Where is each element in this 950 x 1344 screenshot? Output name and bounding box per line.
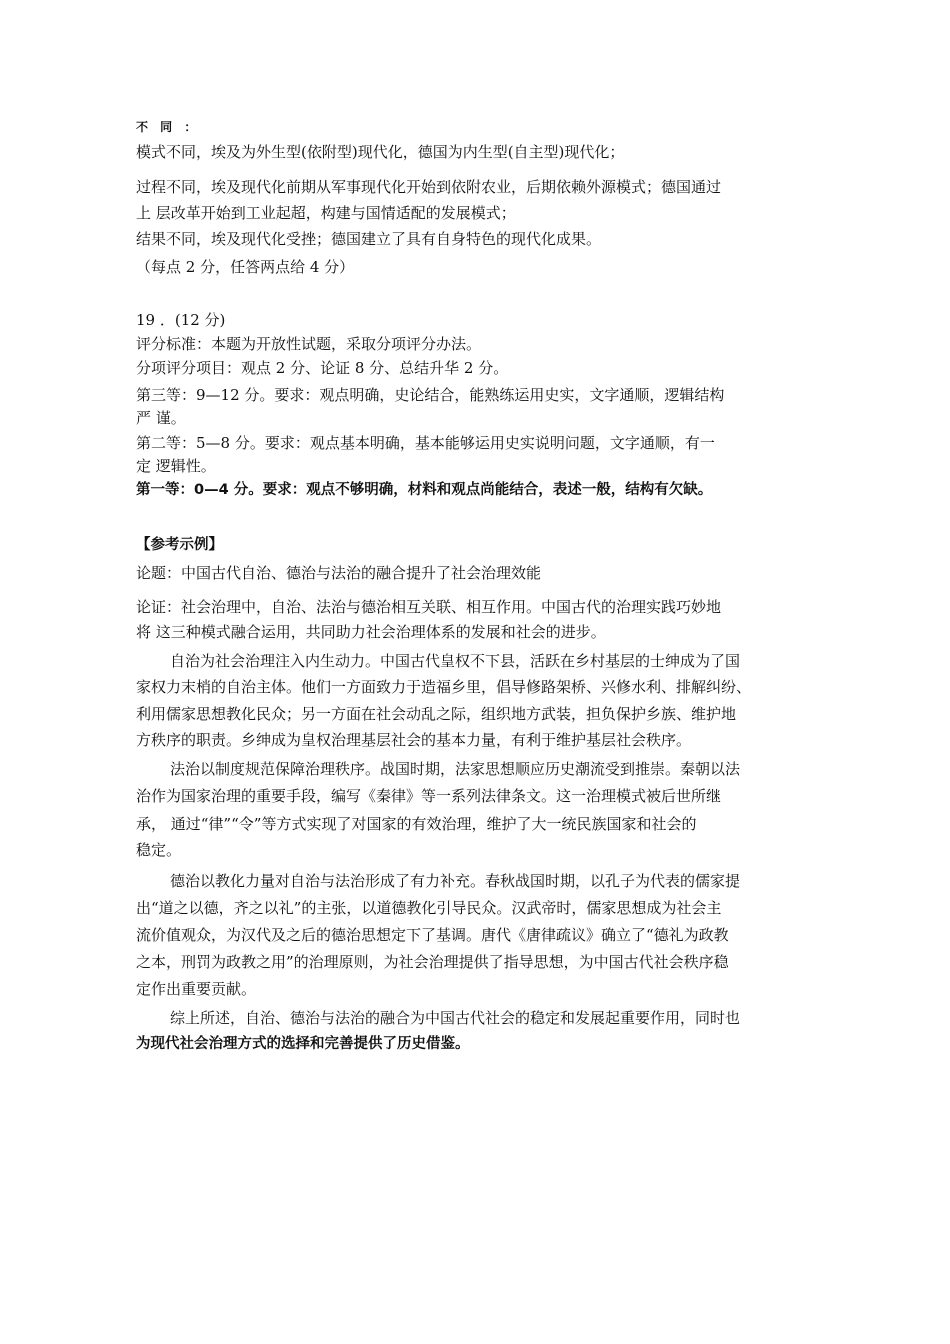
paragraph-line: 家权力末梢的自治主体。他们一方面致力于造福乡里，倡导修路架桥、兴修水利、排解纠纷、 xyxy=(136,678,752,696)
paragraph-line: 自治为社会治理注入内生动力。中国古代皇权不下县，活跃在乡村基层的士绅成为了国 xyxy=(170,652,741,670)
paragraph-line: 出“道之以德，齐之以礼”的主张，以道德教化引导民众。汉武帝时，儒家思想成为社会主 xyxy=(136,899,722,917)
text-line: 分项评分项目：观点 2 分、论证 8 分、总结升华 2 分。 xyxy=(136,359,509,377)
text-line: 定 逻辑性。 xyxy=(136,457,216,475)
paragraph-line: 之本，刑罚为政教之用”的治理原则，为社会治理提供了指导思想，为中国古代社会秩序稳 xyxy=(136,953,729,971)
paragraph-line: 治作为国家治理的重要手段，编写《秦律》等一系列法律条文。这一治理模式被后世所继 xyxy=(136,787,722,805)
paragraph-line: 德治以教化力量对自治与法治形成了有力补充。春秋战国时期，以孔子为代表的儒家提 xyxy=(170,872,741,890)
paragraph-line: 定作出重要贡献。 xyxy=(136,980,257,998)
conclusion-bold-line: 为现代社会治理方式的选择和完善提供了历史借鉴。 xyxy=(136,1036,470,1052)
paragraph-line: 承， 通过“律”“令”等方式实现了对国家的有效治理，维护了大一统民族国家和社会的 xyxy=(136,815,697,833)
argument-line: 将 这三种模式融合运用，共同助力社会治理体系的发展和社会的进步。 xyxy=(136,623,606,641)
argument-line: 论证：社会治理中，自治、法治与德治相互关联、相互作用。中国古代的治理实践巧妙地 xyxy=(136,598,722,616)
paragraph-line: 方秩序的职责。乡绅成为皇权治理基层社会的基本力量，有利于维护基层社会秩序。 xyxy=(136,731,692,749)
paragraph-line: 稳定。 xyxy=(136,841,182,859)
text-line: 评分标准：本题为开放性试题，采取分项评分办法。 xyxy=(136,335,482,353)
text-line: 模式不同，埃及为外生型(依附型)现代化，德国为内生型(自主型)现代化； xyxy=(136,143,625,161)
text-line: 第二等：5—8 分。要求：观点基本明确，基本能够运用史实说明问题，文字通顺，有一 xyxy=(136,434,715,452)
text-line: 第三等：9—12 分。要求：观点明确，史论结合，能熟练运用史实，文字通顺，逻辑结构 xyxy=(136,386,725,404)
text-line: 上 层改革开始到工业起超，构建与国情适配的发展模式； xyxy=(136,204,516,222)
topic-line: 论题：中国古代自治、德治与法治的融合提升了社会治理效能 xyxy=(136,564,542,582)
text-line: 严 谨。 xyxy=(136,409,186,427)
section-heading-difference: 不 同 ： xyxy=(136,120,201,134)
question-title: 19 ．(12 分) xyxy=(136,311,226,329)
score-note: （每点 2 分，任答两点给 4 分） xyxy=(136,258,355,276)
paragraph-line: 利用儒家思想教化民众；另一方面在社会动乱之际，组织地方武装，担负保护乡族、维护地 xyxy=(136,705,737,723)
reference-example-heading: 【参考示例】 xyxy=(136,537,223,553)
text-line: 过程不同，埃及现代化前期从军事现代化开始到依附农业，后期依赖外源模式；德国通过 xyxy=(136,178,722,196)
paragraph-line: 流价值观众，为汉代及之后的德治思想定下了基调。唐代《唐律疏议》确立了“德礼为政教 xyxy=(136,926,729,944)
paragraph-line: 法治以制度规范保障治理秩序。战国时期，法家思想顺应历史潮流受到推崇。秦朝以法 xyxy=(170,760,741,778)
text-line: 结果不同，埃及现代化受挫；德国建立了具有自身特色的现代化成果。 xyxy=(136,230,602,248)
conclusion-line: 综上所述，自治、德治与法治的融合为中国古代社会的稳定和发展起重要作用，同时也 xyxy=(170,1009,741,1027)
grade-level-one: 第一等：0—4 分。要求：观点不够明确，材料和观点尚能结合，表述一般，结构有欠缺。 xyxy=(136,482,713,498)
